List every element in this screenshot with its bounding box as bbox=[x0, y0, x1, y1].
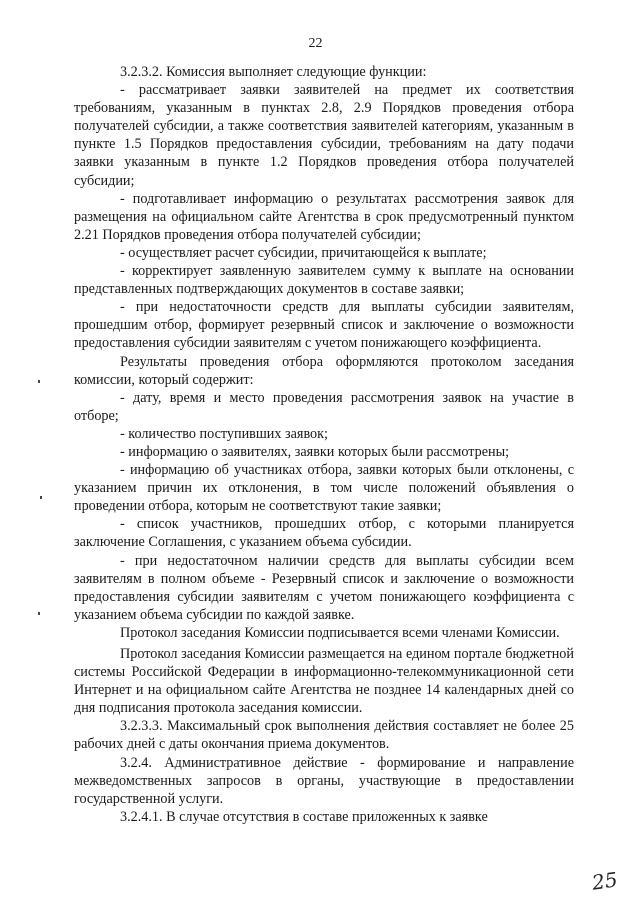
paragraph: 3.2.3.2. Комиссия выполняет следующие функции: bbox=[120, 64, 427, 80]
paragraph: - список участников, прошедших отбор, с которыми планируется заключение Соглашения, с указанием объема субсидии. bbox=[74, 516, 574, 551]
paragraph: - при недостаточности средств для выплаты субсидии заявителям, прошедшим отбор, формирует резервный список и заключение о возможности предоставления субсидии заявителям с учетом понижающего коэффициента. bbox=[74, 299, 574, 352]
paragraph: 3.2.4.1. В случае отсутствия в составе приложенных к заявке bbox=[120, 808, 488, 825]
scan-speck bbox=[40, 496, 42, 499]
paragraph: - количество поступивших заявок; bbox=[120, 425, 328, 442]
paragraph: - подготавливает информацию о результатах рассмотрения заявок для размещения на официальном сайте Агентства в срок предусмотренный пунктом 2.21 Порядков проведения отбора получателей субсидии; bbox=[74, 190, 574, 243]
paragraph: - дату, время и место проведения рассмотрения заявок на участие в отборе; bbox=[74, 389, 574, 424]
paragraph: Протокол заседания Комиссии размещается на едином портале бюджетной системы Российской Федерации в информационно-телекоммуникационной сети Интернет и на официальном сайте Агентства не позднее 14 календарных дней со дня подписания протокола заседания комиссии. bbox=[74, 646, 574, 717]
paragraph: - информацию о заявителях, заявки которых были рассмотрены; bbox=[120, 443, 510, 460]
paragraph: Протокол заседания Комиссии подписывается всеми членами Комиссии. bbox=[120, 624, 560, 641]
paragraph: - информацию об участниках отбора, заявки которых были отклонены, с указанием причин их отклонения, в том числе положений объявления о проведении отбора, которым не соответствуют такие заявки; bbox=[74, 462, 574, 515]
scan-speck bbox=[38, 380, 40, 383]
page-number: 22 bbox=[308, 36, 323, 51]
paragraph: 3.2.4. Административное действие - формирование и направление межведомственных запросов в органы, участвующие в предоставлении государственной услуги. bbox=[74, 754, 574, 807]
paragraph: - рассматривает заявки заявителей на предмет их соответствия требованиям, указанным в пунктах 2.8, 2.9 Порядков проведения отбора получателей субсидии, а также соответствия заявителей категориям, указанным в пункте 1.5 Порядков предоставления субсидии, требованиям на дату подачи заявки указанным в пункте 1.2 Порядков проведения отбора получателей субсидии; bbox=[74, 82, 574, 189]
paragraph: Результаты проведения отбора оформляются протоколом заседания комиссии, который содержит: bbox=[74, 353, 574, 388]
body-text bbox=[74, 63, 574, 826]
paragraph: - осуществляет расчет субсидии, причитающейся к выплате; bbox=[120, 244, 487, 261]
paragraph: - корректирует заявленную заявителем сумму к выплате на основании представленных подтверждающих документов в составе заявки; bbox=[74, 263, 574, 298]
paragraph: 3.2.3.3. Максимальный срок выполнения действия составляет не более 25 рабочих дней с даты окончания приема документов. bbox=[74, 718, 574, 753]
paragraph: - при недостаточном наличии средств для выплаты субсидии всем заявителям в полном объеме - Резервный список и заключение о возможности предоставления субсидии заявителям с учетом понижающего коэффициента с указанием объема субсидии по каждой заявке. bbox=[74, 552, 574, 623]
scan-speck bbox=[38, 612, 40, 615]
handwritten-page-note: 25 bbox=[590, 867, 619, 895]
